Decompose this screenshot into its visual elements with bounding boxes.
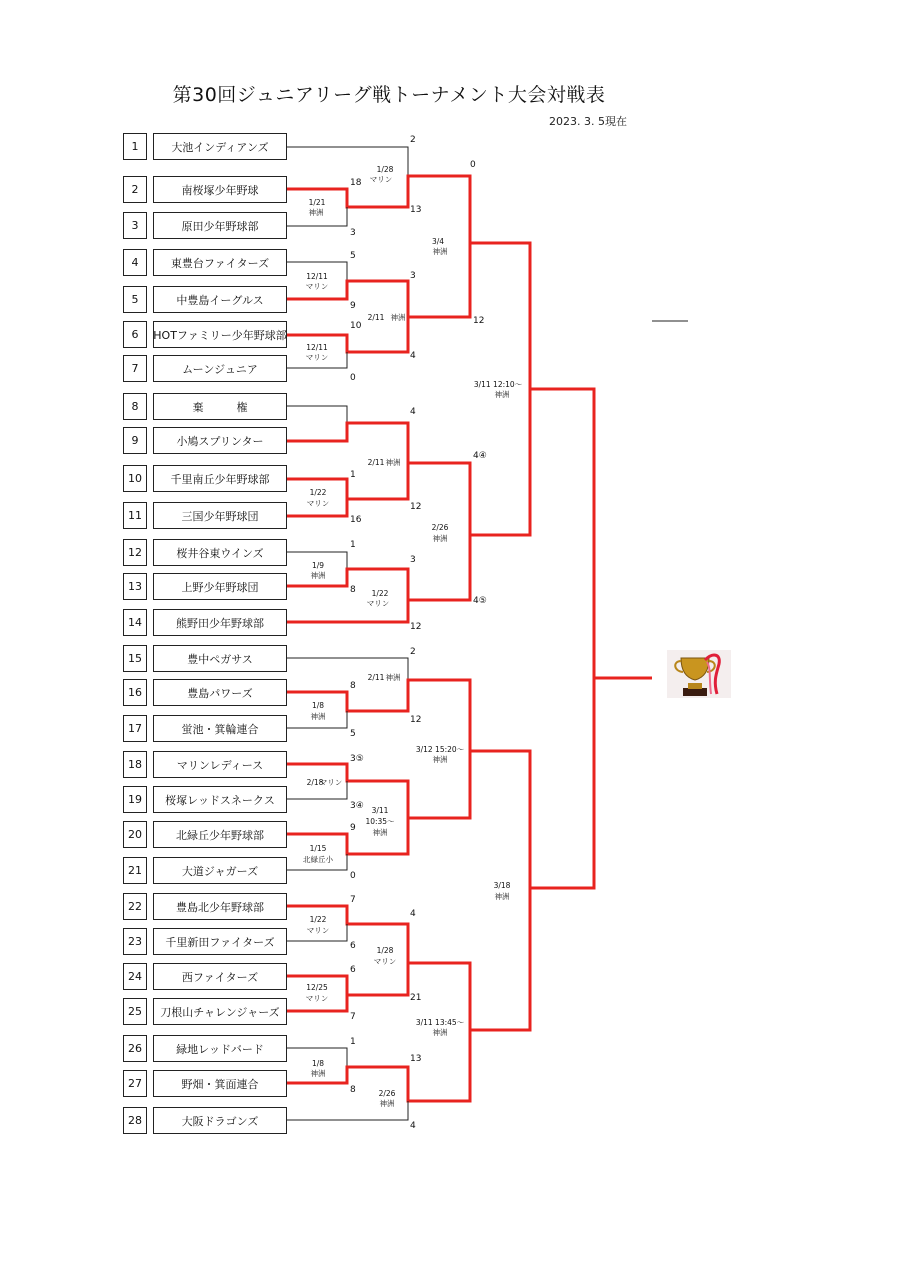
match-venue: マリン <box>366 599 390 608</box>
match-score: 4 <box>410 1121 416 1131</box>
match-date: 1/28 <box>376 946 394 955</box>
match-score: 3④ <box>350 801 364 811</box>
match-venue: 神洲 <box>385 673 401 682</box>
match-date: 3/11 12:10～ <box>473 380 523 389</box>
match-date: 2/11 <box>367 313 385 322</box>
seed-number: 1 <box>123 133 147 160</box>
match-score: 3 <box>350 228 356 238</box>
match-score: 8 <box>350 585 356 595</box>
match-date: 2/11 <box>367 458 385 467</box>
seed-number: 19 <box>123 786 147 813</box>
team-name: マリンレディース <box>153 751 287 778</box>
match-venue: マリン <box>306 926 330 935</box>
match-venue: 神洲 <box>372 828 388 837</box>
match-date: 12/11 <box>306 272 328 281</box>
winner-path-line <box>287 569 408 600</box>
match-date: 1/22 <box>371 589 389 598</box>
match-score: 18 <box>350 178 362 188</box>
team-name: 緑地レッドバード <box>153 1035 287 1062</box>
match-score: 12 <box>410 622 422 632</box>
seed-number: 3 <box>123 212 147 239</box>
seed-number: 10 <box>123 465 147 492</box>
seed-number: 6 <box>123 321 147 348</box>
match-venue: 神洲 <box>379 1099 395 1108</box>
match-score: 13 <box>410 205 422 215</box>
seed-number: 18 <box>123 751 147 778</box>
match-score: 0 <box>350 871 356 881</box>
match-date: 1/8 <box>311 1059 325 1068</box>
seed-number: 24 <box>123 963 147 990</box>
team-name: 中豊島イーグルス <box>153 286 287 313</box>
seed-number: 11 <box>123 502 147 529</box>
match-score: 6 <box>350 941 356 951</box>
match-score: 12 <box>410 502 422 512</box>
team-name: 三国少年野球団 <box>153 502 287 529</box>
match-venue: マリン <box>305 994 329 1003</box>
match-score: 5 <box>350 251 356 261</box>
match-score: 4④ <box>473 451 487 461</box>
match-venue: 神洲 <box>385 458 401 467</box>
team-name: 刀根山チャレンジャーズ <box>153 998 287 1025</box>
match-date: 3/11 <box>371 806 389 815</box>
team-name: 東豊台ファイターズ <box>153 249 287 276</box>
seed-number: 27 <box>123 1070 147 1097</box>
match-score: 1 <box>350 540 356 550</box>
match-venue: マリン <box>373 957 397 966</box>
team-name: 上野少年野球団 <box>153 573 287 600</box>
match-date: 1/21 <box>308 198 326 207</box>
team-name: 桜井谷東ウインズ <box>153 539 287 566</box>
trophy-icon <box>667 650 731 698</box>
match-score: 2 <box>410 647 416 657</box>
winner-path-line <box>287 243 530 389</box>
match-venue: 神洲 <box>310 571 326 580</box>
team-name: 野畑・箕面連合 <box>153 1070 287 1097</box>
match-venue: 神洲 <box>432 1028 448 1037</box>
match-score: 3⑤ <box>350 754 364 764</box>
match-date: 1/9 <box>311 561 325 570</box>
match-score: 7 <box>350 1012 356 1022</box>
match-date: 2/26 <box>378 1089 396 1098</box>
match-score: 3 <box>410 555 416 565</box>
team-name: 原田少年野球部 <box>153 212 287 239</box>
match-score: 12 <box>473 316 485 326</box>
match-date: 2/11 <box>367 673 385 682</box>
match-date: 1/22 <box>309 488 327 497</box>
match-score: 4 <box>410 909 416 919</box>
team-name: 北緑丘少年野球部 <box>153 821 287 848</box>
team-name: 西ファイターズ <box>153 963 287 990</box>
match-date: 3/4 <box>431 237 445 246</box>
match-date: 1/8 <box>311 701 325 710</box>
winner-path-line <box>287 423 408 463</box>
seed-number: 9 <box>123 427 147 454</box>
winner-path-line <box>287 389 652 678</box>
match-score: 4 <box>410 407 416 417</box>
seed-number: 4 <box>123 249 147 276</box>
seed-number: 21 <box>123 857 147 884</box>
match-score: 5 <box>350 729 356 739</box>
seed-number: 23 <box>123 928 147 955</box>
match-venue: 神洲 <box>432 247 448 256</box>
match-score: 9 <box>350 823 356 833</box>
match-date: 10:35～ <box>365 817 395 826</box>
bracket-line <box>287 406 347 423</box>
seed-number: 7 <box>123 355 147 382</box>
as-of-date: 2023. 3. 5現在 <box>549 115 627 128</box>
match-venue: 神洲 <box>390 313 406 322</box>
match-date: 1/22 <box>309 915 327 924</box>
team-name: 大道ジャガーズ <box>153 857 287 884</box>
match-score: 13 <box>410 1054 422 1064</box>
match-score: 0 <box>350 373 356 383</box>
team-name: 豊島北少年野球部 <box>153 893 287 920</box>
match-venue: マリン <box>305 353 329 362</box>
team-name: 豊島パワーズ <box>153 679 287 706</box>
match-score: 2 <box>410 135 416 145</box>
match-score: 7 <box>350 895 356 905</box>
match-score: 10 <box>350 321 362 331</box>
match-score: 1 <box>350 470 356 480</box>
seed-number: 12 <box>123 539 147 566</box>
match-score: 1 <box>350 1037 356 1047</box>
team-name: 千里新田ファイターズ <box>153 928 287 955</box>
match-venue: 神洲 <box>310 1069 326 1078</box>
match-venue: 神洲 <box>432 534 448 543</box>
seed-number: 2 <box>123 176 147 203</box>
match-score: 21 <box>410 993 422 1003</box>
team-name: 蛍池・箕輪連合 <box>153 715 287 742</box>
match-venue: 北緑丘小 <box>303 855 333 864</box>
match-score: 8 <box>350 681 356 691</box>
match-score: 4⑤ <box>473 596 487 606</box>
match-score: 9 <box>350 301 356 311</box>
seed-number: 22 <box>123 893 147 920</box>
match-date: 3/18 <box>493 881 511 890</box>
match-score: 12 <box>410 715 422 725</box>
match-date: 1/15 <box>309 844 327 853</box>
match-score: 4 <box>410 351 416 361</box>
match-venue: マリン <box>306 499 330 508</box>
match-venue: 神洲 <box>494 390 510 399</box>
match-score: 0 <box>470 160 476 170</box>
seed-number: 5 <box>123 286 147 313</box>
match-venue: 神洲 <box>494 892 510 901</box>
match-date: 12/11 <box>306 343 328 352</box>
team-name: 桜塚レッドスネークス <box>153 786 287 813</box>
match-venue: 神洲 <box>310 712 326 721</box>
team-name: ムーンジュニア <box>153 355 287 382</box>
page-title: 第30回ジュニアリーグ戦トーナメント大会対戦表 <box>172 84 606 106</box>
seed-number: 16 <box>123 679 147 706</box>
match-score: 6 <box>350 965 356 975</box>
match-date: 2/18 <box>306 778 324 787</box>
match-venue: 神洲 <box>308 208 324 217</box>
match-score: 3 <box>410 271 416 281</box>
winner-path-line <box>287 317 408 352</box>
team-name: 熊野田少年野球部 <box>153 609 287 636</box>
seed-number: 20 <box>123 821 147 848</box>
team-name: 大池インディアンズ <box>153 133 287 160</box>
seed-number: 8 <box>123 393 147 420</box>
seed-number: 15 <box>123 645 147 672</box>
match-date: 3/11 13:45～ <box>415 1018 465 1027</box>
match-score: 16 <box>350 515 362 525</box>
team-name: 南桜塚少年野球 <box>153 176 287 203</box>
seed-number: 28 <box>123 1107 147 1134</box>
match-venue: マリン <box>319 778 343 787</box>
match-score: 8 <box>350 1085 356 1095</box>
match-venue: 神洲 <box>432 755 448 764</box>
seed-number: 25 <box>123 998 147 1025</box>
match-venue: マリン <box>305 282 329 291</box>
match-date: 3/12 15:20～ <box>415 745 465 754</box>
team-name: 棄 権 <box>153 393 287 420</box>
seed-number: 26 <box>123 1035 147 1062</box>
team-name: 大阪ドラゴンズ <box>153 1107 287 1134</box>
team-name: HOTファミリー少年野球部 <box>153 321 287 348</box>
seed-number: 13 <box>123 573 147 600</box>
match-date: 1/28 <box>376 165 394 174</box>
match-date: 2/26 <box>431 523 449 532</box>
team-name: 豊中ペガサス <box>153 645 287 672</box>
match-date: 12/25 <box>306 983 328 992</box>
team-name: 小鳩スプリンター <box>153 427 287 454</box>
match-venue: マリン <box>369 175 393 184</box>
team-name: 千里南丘少年野球部 <box>153 465 287 492</box>
seed-number: 14 <box>123 609 147 636</box>
seed-number: 17 <box>123 715 147 742</box>
